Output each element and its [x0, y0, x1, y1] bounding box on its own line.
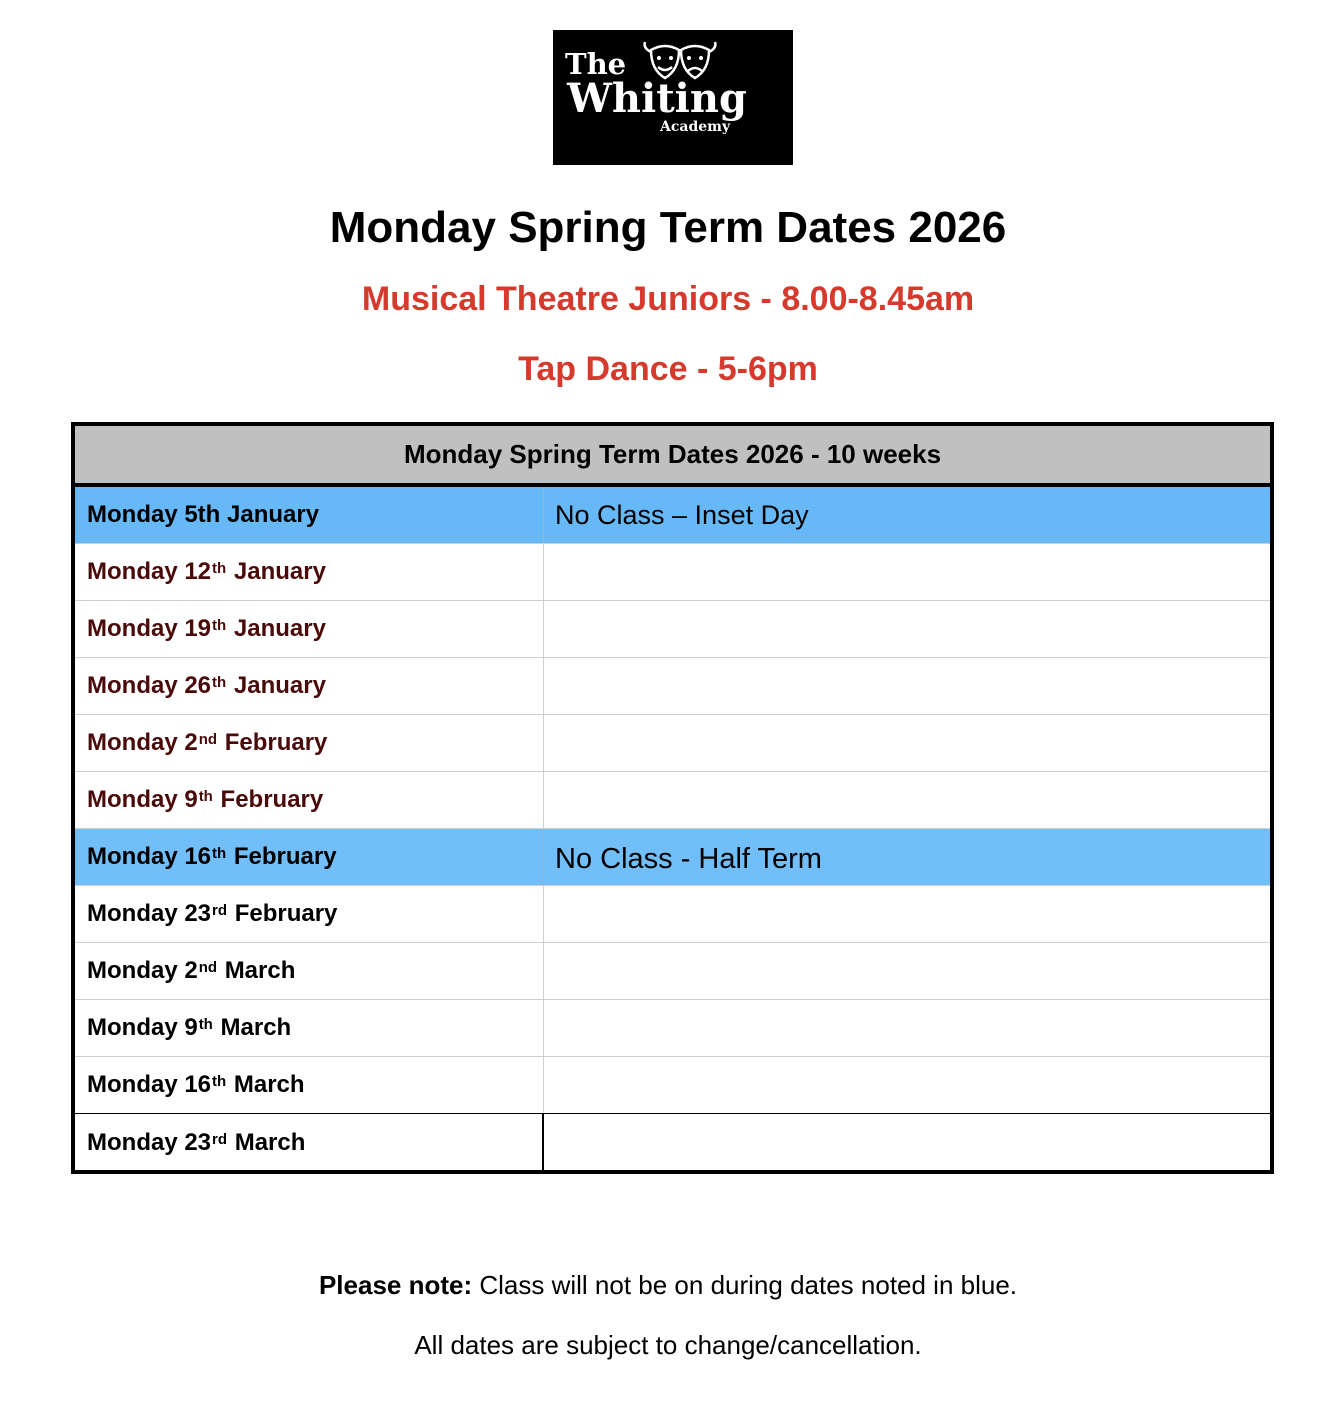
date-day: Monday 19 — [87, 615, 212, 642]
date-month: January — [227, 501, 320, 528]
date-day: Monday 16 — [87, 843, 212, 870]
note-cell — [544, 886, 1270, 942]
table-header: Monday Spring Term Dates 2026 - 10 weeks — [75, 426, 1270, 487]
disclaimer: All dates are subject to change/cancellation. — [414, 1330, 922, 1360]
table-row — [75, 772, 1270, 829]
date-cell: Monday 12 $^{th}$ January — [75, 544, 544, 600]
date-cell: Monday 23 $^{rd}$ February — [75, 886, 544, 942]
date-cell: Monday 16 $^{th}$ March — [75, 1057, 544, 1113]
date-month: February — [234, 900, 338, 927]
date-month: January — [233, 615, 326, 642]
date-cell: Monday 26 $^{th}$ January — [75, 658, 544, 714]
date-month: March — [224, 957, 296, 984]
logo-text-academy: Academy — [660, 119, 731, 135]
table-row — [75, 1114, 1270, 1172]
table-row — [75, 1057, 1270, 1114]
date-day: Monday 2 — [87, 957, 198, 984]
table-row — [75, 943, 1270, 1000]
table-row — [75, 1000, 1270, 1057]
note-cell — [544, 1114, 1270, 1172]
please-note — [0, 1268, 1336, 1302]
date-day: Monday 9 — [87, 786, 198, 813]
date-day: Monday 26 — [87, 672, 212, 699]
term-dates-table — [71, 422, 1274, 1174]
table-row — [75, 487, 1270, 544]
table-row — [75, 886, 1270, 943]
logo-graphic — [553, 30, 793, 165]
date-cell: Monday 19 $^{th}$ January — [75, 601, 544, 657]
subtitle-tap-dance: Tap Dance - 5-6pm — [518, 350, 818, 388]
note-cell — [544, 1057, 1270, 1113]
date-day: Monday 5th — [87, 501, 221, 528]
table-row — [75, 544, 1270, 601]
academy-logo — [553, 30, 793, 165]
subtitle-musical-theatre: Musical Theatre Juniors - 8.00-8.45am — [361, 280, 975, 318]
note-cell — [544, 544, 1270, 600]
please-note-text: Class will not be on during dates noted in blue. — [472, 1270, 1018, 1300]
date-day: Monday 9 — [87, 1014, 198, 1041]
page-title: Monday Spring Term Dates 2026 — [329, 203, 1007, 252]
date-day: Monday 23 — [87, 1129, 212, 1156]
note-cell: No Class – Inset Day — [555, 499, 809, 530]
table-row — [75, 829, 1270, 886]
note-cell: No Class - Half Term — [555, 842, 822, 875]
table-row — [75, 601, 1270, 658]
note-cell — [544, 601, 1270, 657]
table-row — [75, 658, 1270, 715]
date-day: Monday 23 — [87, 900, 212, 927]
note-cell — [544, 1000, 1270, 1056]
date-month: February — [220, 786, 324, 813]
note-cell — [544, 772, 1270, 828]
date-month: March — [234, 1129, 306, 1156]
date-month: March — [220, 1014, 292, 1041]
date-month: January — [233, 672, 326, 699]
theatre-masks-icon — [645, 42, 716, 78]
date-cell: Monday 9 $^{th}$ March — [75, 1000, 544, 1056]
date-day: Monday 12 — [87, 558, 212, 585]
date-cell: Monday 9 $^{th}$ February — [75, 772, 544, 828]
date-month: February — [233, 843, 337, 870]
please-note-label: Please note: — [318, 1270, 473, 1300]
logo-text-whiting: Whiting — [567, 75, 747, 122]
note-cell — [544, 715, 1270, 771]
date-month: March — [233, 1071, 305, 1098]
date-cell: Monday 2 $^{nd}$ February — [75, 715, 544, 771]
note-cell — [544, 943, 1270, 999]
date-day: Monday 2 — [87, 729, 198, 756]
date-month: February — [224, 729, 328, 756]
date-month: January — [233, 558, 326, 585]
logo-text-the: The — [565, 47, 627, 81]
table-row — [75, 715, 1270, 772]
date-cell — [75, 487, 544, 543]
date-cell: Monday 16 $^{th}$ February — [75, 829, 544, 885]
note-cell — [544, 658, 1270, 714]
date-cell: Monday 2 $^{nd}$ March — [75, 943, 544, 999]
date-cell: Monday 23 $^{rd}$ March — [75, 1114, 544, 1172]
date-day: Monday 16 — [87, 1071, 212, 1098]
